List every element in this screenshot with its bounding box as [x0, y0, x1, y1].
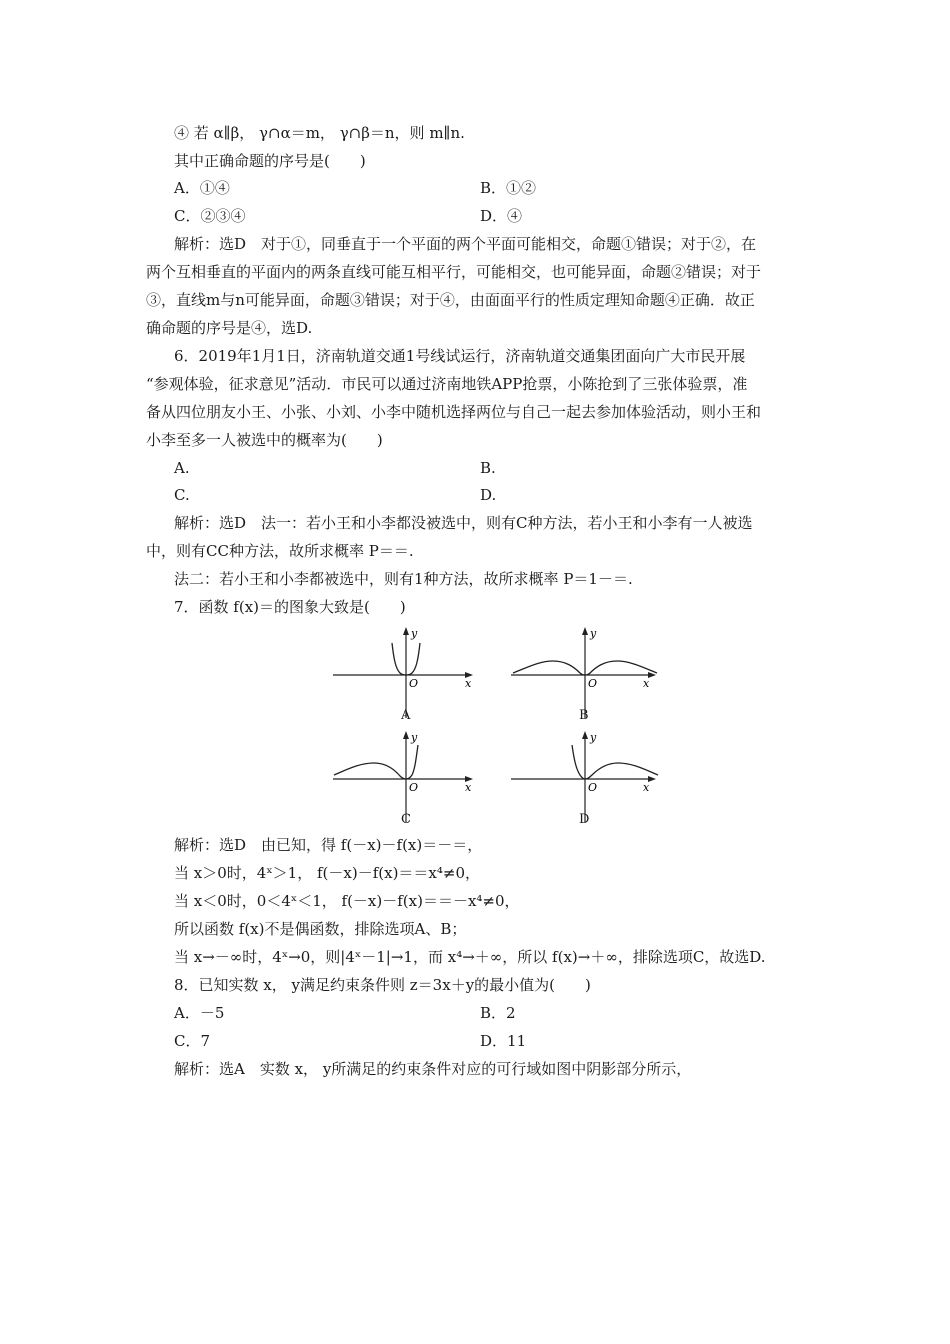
- q6-option-d: D.: [480, 486, 497, 504]
- graph-b-origin: O: [588, 677, 598, 690]
- text-line-1: ④ 若 α∥β， γ∩α＝m， γ∩β＝n，则 m∥n.: [174, 124, 465, 142]
- option-d: D．④: [480, 207, 523, 225]
- option-b: B．①②: [480, 179, 537, 197]
- q8-stem: 8．已知实数 x， y满足约束条件则 z＝3x＋y的最小值为( ): [174, 976, 591, 994]
- q6-solution-1: 解析：选D 法一：若小王和小李都没被选中，则有C种方法，若小王和小李有一人被选: [174, 514, 753, 532]
- q7-stem: 7．函数 f(x)＝的图象大致是( ): [174, 598, 406, 616]
- graph-d-y-label: y: [590, 731, 597, 744]
- option-c: C．②③④: [174, 207, 246, 225]
- graph-b-label: B: [579, 708, 589, 723]
- solution-line-4: 确命题的序号是④，选D.: [146, 319, 313, 337]
- q7-solution-2: 当 x＞0时，4ˣ＞1， f(－x)－f(x)＝＝x⁴≠0，: [174, 864, 480, 882]
- graph-c-origin: O: [409, 781, 419, 794]
- q6-solution-3: 法二：若小王和小李都被选中，则有1种方法，故所求概率 P＝1－＝.: [174, 570, 633, 588]
- solution-line-2: 两个互相垂直的平面内的两条直线可能互相平行，可能相交，也可能异面，命题②错误；对于: [146, 263, 762, 281]
- graph-d-origin: O: [588, 781, 598, 794]
- graph-a-y-label: y: [411, 627, 418, 640]
- q7-solution-1: 解析：选D 由已知，得 f(－x)－f(x)＝－＝，: [174, 836, 483, 854]
- graph-d-x-label: x: [643, 781, 650, 794]
- graph-d-label: D: [579, 812, 590, 827]
- graph-c-x-label: x: [465, 781, 472, 794]
- q8-option-d: D．11: [480, 1032, 527, 1050]
- solution-line-1: 解析：选D 对于①，同垂直于一个平面的两个平面可能相交，命题①错误；对于②，在: [174, 235, 757, 253]
- q8-solution-1: 解析：选A 实数 x， y所满足的约束条件对应的可行域如图中阴影部分所示，: [174, 1060, 692, 1078]
- graph-a-x-label: x: [465, 677, 472, 690]
- q6-line-3: 备从四位朋友小王、小张、小刘、小李中随机选择两位与自己一起去参加体验活动，则小王和: [146, 403, 762, 421]
- graph-c-label: C: [401, 812, 411, 827]
- q7-solution-5: 当 x→－∞时，4ˣ→0，则|4ˣ－1|→1，而 x⁴→＋∞，所以 f(x)→＋∞，排除选项C，故选D.: [174, 948, 766, 966]
- q6-line-2: “参观体验，征求意见”活动．市民可以通过济南地铁APP抢票，小陈抢到了三张体验票，准: [146, 375, 748, 393]
- option-a: A．①④: [174, 179, 230, 197]
- q6-solution-2: 中，则有CC种方法，故所求概率 P＝＝.: [146, 542, 414, 560]
- solution-line-3: ③，直线m与n可能异面，命题③错误；对于④，由面面平行的性质定理知命题④正确．故正: [146, 291, 755, 309]
- q6-line-1: 6．2019年1月1日，济南轨道交通1号线试运行，济南轨道交通集团面向广大市民开展: [174, 347, 746, 365]
- q7-solution-3: 当 x＜0时，0＜4ˣ＜1， f(－x)－f(x)＝＝－x⁴≠0，: [174, 892, 520, 910]
- q6-option-a: A.: [174, 459, 190, 477]
- q8-option-c: C．7: [174, 1032, 211, 1050]
- graph-c-y-label: y: [411, 731, 418, 744]
- q8-option-b: B．2: [480, 1004, 516, 1022]
- q6-option-b: B.: [480, 459, 496, 477]
- graph-b-y-label: y: [590, 627, 597, 640]
- graph-b-x-label: x: [643, 677, 650, 690]
- text-line-2: 其中正确命题的序号是( ): [174, 152, 366, 170]
- graph-a-label: A: [401, 708, 411, 723]
- q6-line-4: 小李至多一人被选中的概率为( ): [146, 431, 383, 449]
- q7-solution-4: 所以函数 f(x)不是偶函数，排除选项A、B；: [174, 920, 467, 938]
- q6-option-c: C.: [174, 486, 190, 504]
- q8-option-a: A．－5: [174, 1004, 225, 1022]
- graph-a-origin: O: [409, 677, 419, 690]
